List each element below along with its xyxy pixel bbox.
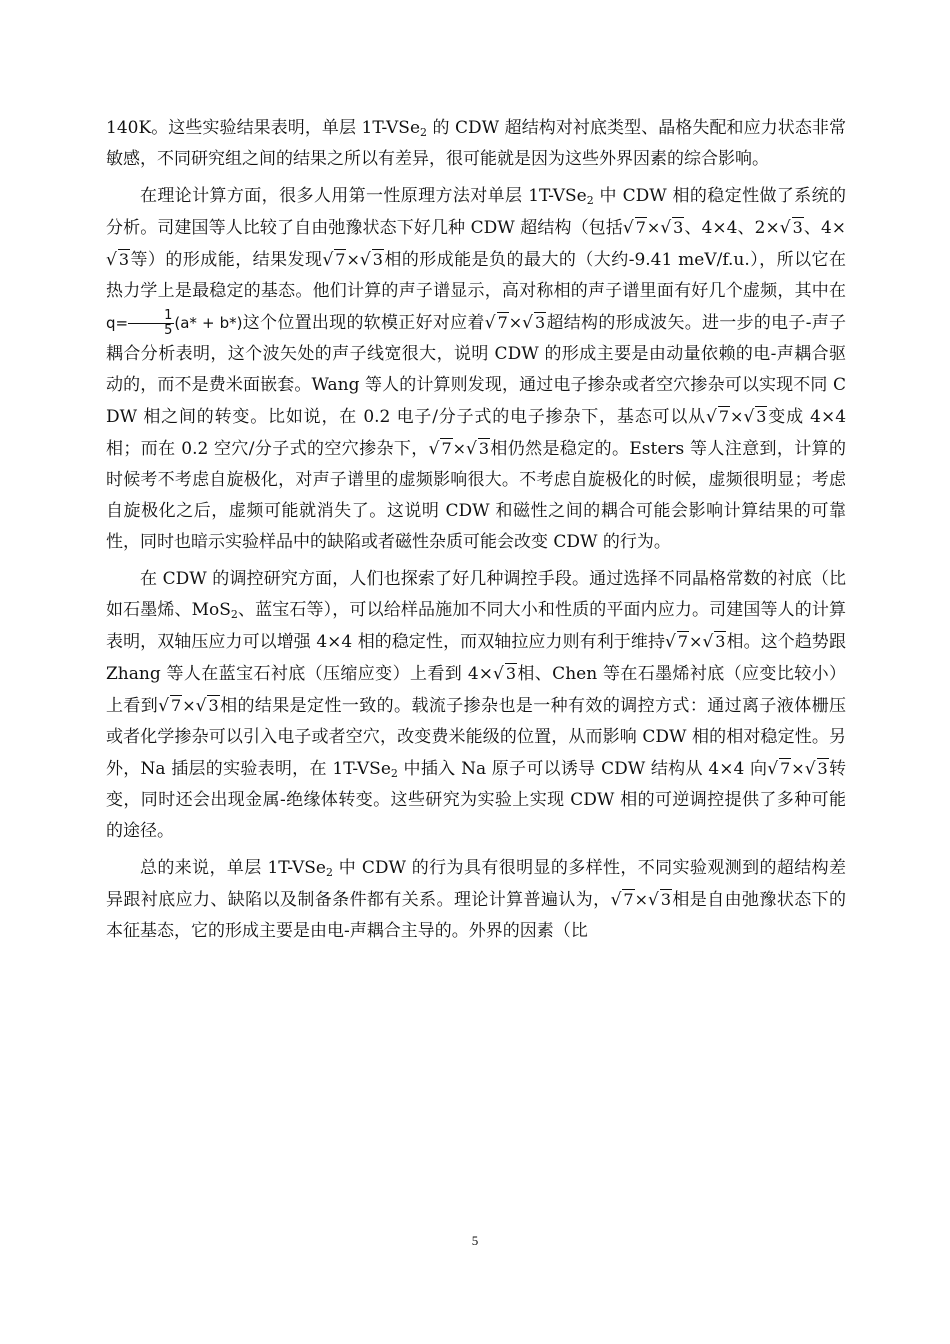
subscript: 2	[586, 194, 594, 207]
sqrt-sign: √	[195, 696, 207, 716]
radicand: 3	[673, 218, 684, 237]
radicand: 3	[118, 250, 130, 269]
text-run: 的 CDW 超结构对衬底类型、晶格失配和应力状态非常敏感，不同研究组之间的结果之所以有差异，很可能就是因为这些外界因素的综合影响。	[106, 118, 846, 169]
radicand: 7	[623, 890, 634, 909]
radicand: 3	[817, 759, 828, 778]
subscript: 2	[420, 126, 428, 139]
times-sign: ×	[646, 218, 661, 237]
paragraph-1	[106, 113, 846, 175]
text-run: 这个位置出现的软模正好对应着	[242, 313, 485, 333]
sqrt3	[106, 250, 130, 269]
text-run: 相是自由弛豫状态下的本征基态，它的形成主要是由电-声耦合主导的。外界的因素（比	[106, 890, 847, 941]
radicand: 3	[715, 632, 726, 651]
fraction-numerator: 1	[128, 309, 174, 324]
text-run: 相仍然是稳定的。Esters 等人注意到，计算的时候考不考虑自旋极化，对声子谱里的虚频影响很大。不考虑自旋极化的时候，虚频很明显；考虑自旋极化之后，虚频可能就消失了。这说明 CDW 和磁性之间的耦合可能会影响计算结果的可靠性，同时也暗示实验样品中的缺陷或者磁性杂质可能会改变 CDW 的行为。	[106, 439, 846, 552]
text-run: 、4×4、2×	[684, 218, 780, 238]
radicand: 7	[335, 250, 346, 269]
sqrt-sign: √	[767, 759, 779, 779]
sqrt-sign: √	[706, 407, 717, 427]
radicand: 3	[792, 218, 803, 237]
radicand: 3	[372, 250, 383, 269]
text-run: 相的结果是定性一致的。载流子掺杂也是一种有效的调控方式：通过离子液体栅压或者化学掺杂可以引入电子或者空穴，改变费米能级的位置，从而影响 CDW 相的相对稳定性。另外，Na 插层的实验表明，在 1T-VSe	[106, 696, 847, 779]
fraction-denominator: 5	[164, 323, 173, 338]
q-vector: (a* + b*)	[174, 314, 243, 332]
sqrt-sign: √	[743, 407, 755, 427]
radicand: 3	[505, 664, 517, 683]
radicand: 3	[756, 407, 767, 426]
sqrt-sign: √	[106, 250, 117, 270]
sqrt-sign: √	[322, 250, 334, 270]
sqrt-sign: √	[622, 218, 634, 238]
sqrt7-times-sqrt3	[623, 218, 684, 237]
sqrt7-times-sqrt3	[322, 250, 383, 269]
radicand: 7	[677, 632, 689, 651]
text-run: 相。这个趋势跟 Zhang 等人在蓝宝石衬底（压缩应变）上看到 4×	[106, 632, 846, 684]
text-run: 中 CDW 相的稳定性做了系统的分析。司建国等人比较了自由弛豫状态下好几种 CDW 超结构（包括	[106, 186, 846, 238]
sqrt7-times-sqrt3	[665, 632, 726, 651]
text-run: 在 CDW 的调控研究方面，人们也探索了好几种调控手段。通过选择不同晶格常数的衬底（比如石墨烯、MoS	[106, 569, 846, 620]
sqrt7-times-sqrt3	[158, 696, 219, 715]
text-run: 转变，同时还会出现金属-绝缘体转变。这些研究为实验上实现 CDW 相的可逆调控提供了多种可能的途径。	[106, 759, 846, 841]
sqrt-sign: √	[466, 439, 477, 459]
text-run: 中插入 Na 原子可以诱导 CDW 结构从 4×4 向	[397, 759, 768, 779]
radicand: 7	[635, 218, 646, 237]
radicand: 7	[497, 313, 508, 332]
paragraph-3	[106, 564, 846, 847]
subscript: 2	[390, 767, 398, 780]
times-sign: ×	[791, 759, 805, 778]
radicand: 7	[718, 407, 730, 426]
wave-vector-equation: q= $\frac{1}{5}$ (a* + b*)	[106, 308, 243, 338]
sqrt-sign: √	[702, 632, 714, 652]
text-run: 、蓝宝石等），可以给样品施加不同大小和性质的平面内应力。司建国等人的计算表明，双轴压应力可以增强 4×4 相的稳定性，而双轴拉应力则有利于维持	[106, 600, 846, 652]
radicand: 3	[478, 439, 490, 458]
text-run: 总的来说，单层 1T-VSe	[140, 858, 326, 878]
q-symbol: q	[106, 314, 116, 332]
paragraph-2	[106, 181, 846, 558]
paragraph-4	[106, 853, 846, 947]
radicand: 7	[171, 696, 182, 715]
radicand: 7	[780, 759, 791, 778]
sqrt-sign: √	[484, 313, 496, 333]
radicand: 3	[208, 696, 219, 715]
subscript: 2	[325, 866, 333, 879]
sqrt-sign: √	[660, 218, 672, 238]
sqrt3	[780, 218, 804, 237]
sqrt-sign: √	[359, 250, 371, 270]
text-run: 、4×	[803, 218, 847, 238]
document-body	[106, 113, 846, 947]
sqrt-sign: √	[158, 696, 170, 716]
radicand: 7	[441, 439, 452, 458]
sqrt-sign: √	[804, 759, 816, 779]
times-sign: ×	[508, 313, 523, 332]
radicand: 3	[535, 313, 546, 332]
sqrt7-times-sqrt3	[611, 890, 672, 909]
sqrt-sign: √	[665, 632, 676, 652]
text-run: 140K。这些实验结果表明，单层 1T-VSe	[106, 118, 421, 138]
text-run: 变成 4×4 相；而在 0.2 空穴/分子式的空穴掺杂下，	[106, 407, 847, 459]
sqrt-sign: √	[610, 890, 622, 910]
times-sign: ×	[452, 439, 467, 458]
text-run: 相、Chen 等在石墨烯衬底（应变比较小）上看到	[106, 664, 846, 716]
times-sign: ×	[182, 696, 196, 715]
sqrt-sign: √	[522, 313, 533, 333]
sqrt7-times-sqrt3	[485, 313, 546, 332]
page-number: 5	[471, 1233, 479, 1248]
text-run: 等）的形成能，结果发现	[130, 250, 323, 270]
text-run: 中 CDW 的行为具有很明显的多样性，不同实验观测到的超结构差异跟衬底应力、缺陷以及制备条件都有关系。理论计算普遍认为，	[106, 858, 847, 910]
sqrt3	[493, 664, 517, 683]
sqrt-sign: √	[428, 439, 440, 459]
text-run: 相的形成能是负的最大的（大约-9.41 meV/f.u.），所以它在热力学上是最稳定的基态。他们计算的声子谱显示，高对称相的声子谱里面有好几个虚频，其中在	[106, 250, 846, 301]
fraction	[128, 309, 174, 338]
sqrt7-times-sqrt3	[706, 407, 767, 426]
times-sign: ×	[346, 250, 360, 269]
text-run: 在理论计算方面，很多人用第一性原理方法对单层 1T-VSe	[140, 186, 587, 206]
times-sign: ×	[634, 890, 648, 909]
subscript: 2	[230, 608, 238, 621]
times-sign: ×	[689, 632, 703, 651]
sqrt-sign: √	[492, 664, 504, 684]
radicand: 3	[660, 890, 672, 909]
text-run: 超结构的形成波矢。进一步的电子-声子耦合分析表明，这个波矢处的声子线宽很大，说明 CDW 的形成主要是由动量依赖的电-声耦合驱动的，而不是费米面嵌套。Wang 等人的计算则发现，通过电子掺杂或者空穴掺杂可以实现不同 CDW 相之间的转变。比如说，在 0.2 电子/分子式的电子掺杂下，基态可以从	[106, 313, 847, 427]
sqrt7-times-sqrt3	[429, 439, 490, 458]
times-sign: ×	[730, 407, 744, 426]
sqrt-sign: √	[648, 890, 659, 910]
sqrt-sign: √	[779, 218, 791, 238]
sqrt7-times-sqrt3	[767, 759, 828, 778]
